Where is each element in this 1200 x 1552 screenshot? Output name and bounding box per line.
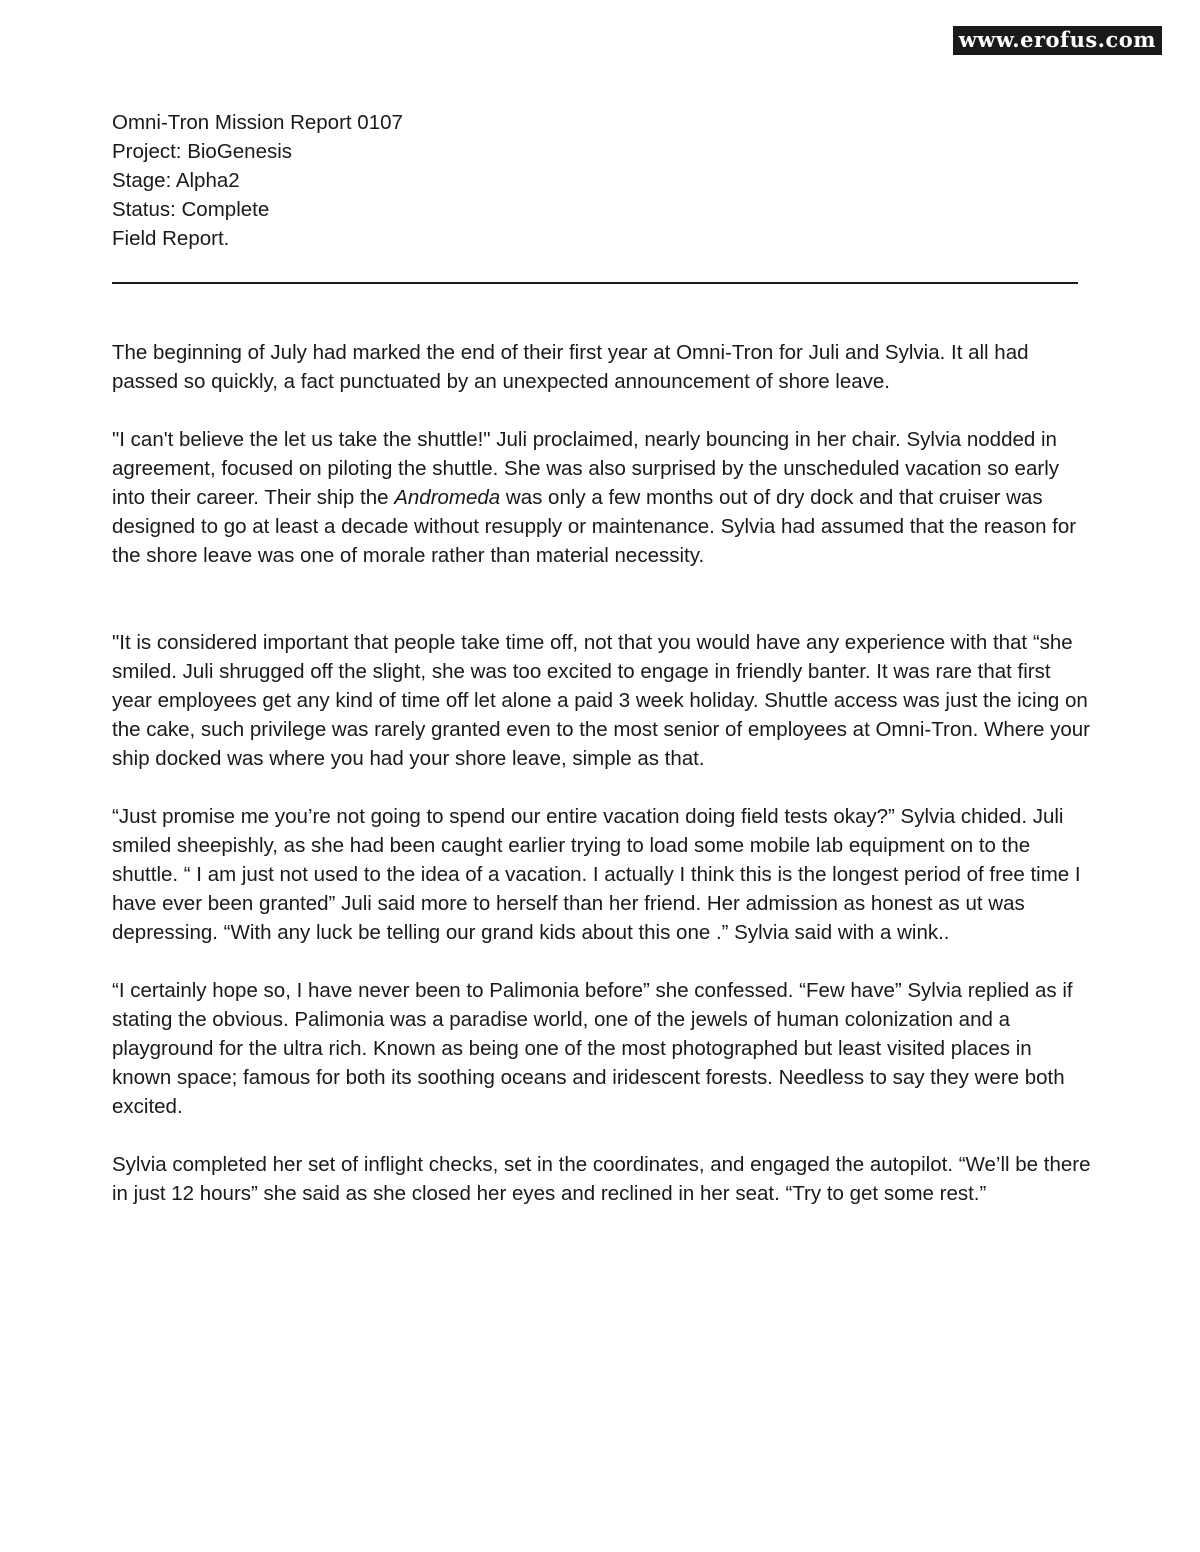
ship-name: Andromeda [394, 486, 501, 509]
report-stage: Stage: Alpha2 [112, 169, 240, 192]
report-project: Project: BioGenesis [112, 140, 293, 163]
paragraph-2-part-b: was only a few months out of dry dock and that cruiser was designed to go at least a decade without resupply or maintenance. Sylvia had assumed that the reason for the shore leave was one of morale rather than material necessity. [112, 486, 1077, 567]
paragraph-4: “Just promise me you’re not going to spend our entire vacation doing field tests okay?” Sylvia chided. Juli smiled sheepishly, as she had been caught earlier trying to load some mobile lab equipment on to the shuttle. “ I am just not used to the idea of a vacation. I actually I think this is the longest period of free time I have ever been granted” Juli said more to herself than her friend. Her admission as honest as ut was depressing. “With any luck be telling our grand kids about this one .” Sylvia said with a wink.. [112, 805, 1081, 944]
paragraph-2-part-a: "I can't believe the let us take the shuttle!" Juli proclaimed, nearly bouncing in her chair. Sylvia nodded in agreement, focused on piloting the shuttle. She was also surprised by the unscheduled vacation so early into their career. Their ship the [112, 428, 1059, 509]
paragraph-5: “I certainly hope so, I have never been to Palimonia before” she confessed. “Few have” Sylvia replied as if stating the obvious. Palimonia was a paradise world, one of the jewels of human colonization and a playground for the ultra rich. Known as being one of the most photographed but least visited places in known space; famous for both its soothing oceans and iridescent forests. Needless to say they were both excited. [112, 979, 1073, 1118]
paragraph-1: The beginning of July had marked the end of their first year at Omni-Tron for Juli and Sylvia. It all had passed so quickly, a fact punctuated by an unexpected announcement of shore leave. [112, 341, 1029, 393]
paragraph-3: "It is considered important that people take time off, not that you would have any experience with that “she smiled. Juli shrugged off the slight, she was too excited to engage in friendly banter. It was rare that first year employees get any kind of time off let alone a paid 3 week holiday. Shuttle access was just the icing on the cake, such privilege was rarely granted even to the most senior of employees at Omni-Tron. Where your ship docked was where you had your shore leave, simple as that. [112, 631, 1090, 770]
report-header [112, 108, 1092, 253]
document-page [112, 108, 1092, 1208]
report-title: Omni-Tron Mission Report 0107 [112, 111, 403, 134]
paragraph-2 [112, 425, 1092, 570]
header-divider [112, 282, 1078, 284]
report-status: Status: Complete [112, 198, 270, 221]
paragraph-6: Sylvia completed her set of inflight checks, set in the coordinates, and engaged the autopilot. “We’ll be there in just 12 hours” she said as she closed her eyes and reclined in her seat. “Try to get some rest.” [112, 1153, 1091, 1205]
report-type: Field Report. [112, 227, 230, 250]
watermark-text: www.erofus.com [953, 26, 1162, 55]
